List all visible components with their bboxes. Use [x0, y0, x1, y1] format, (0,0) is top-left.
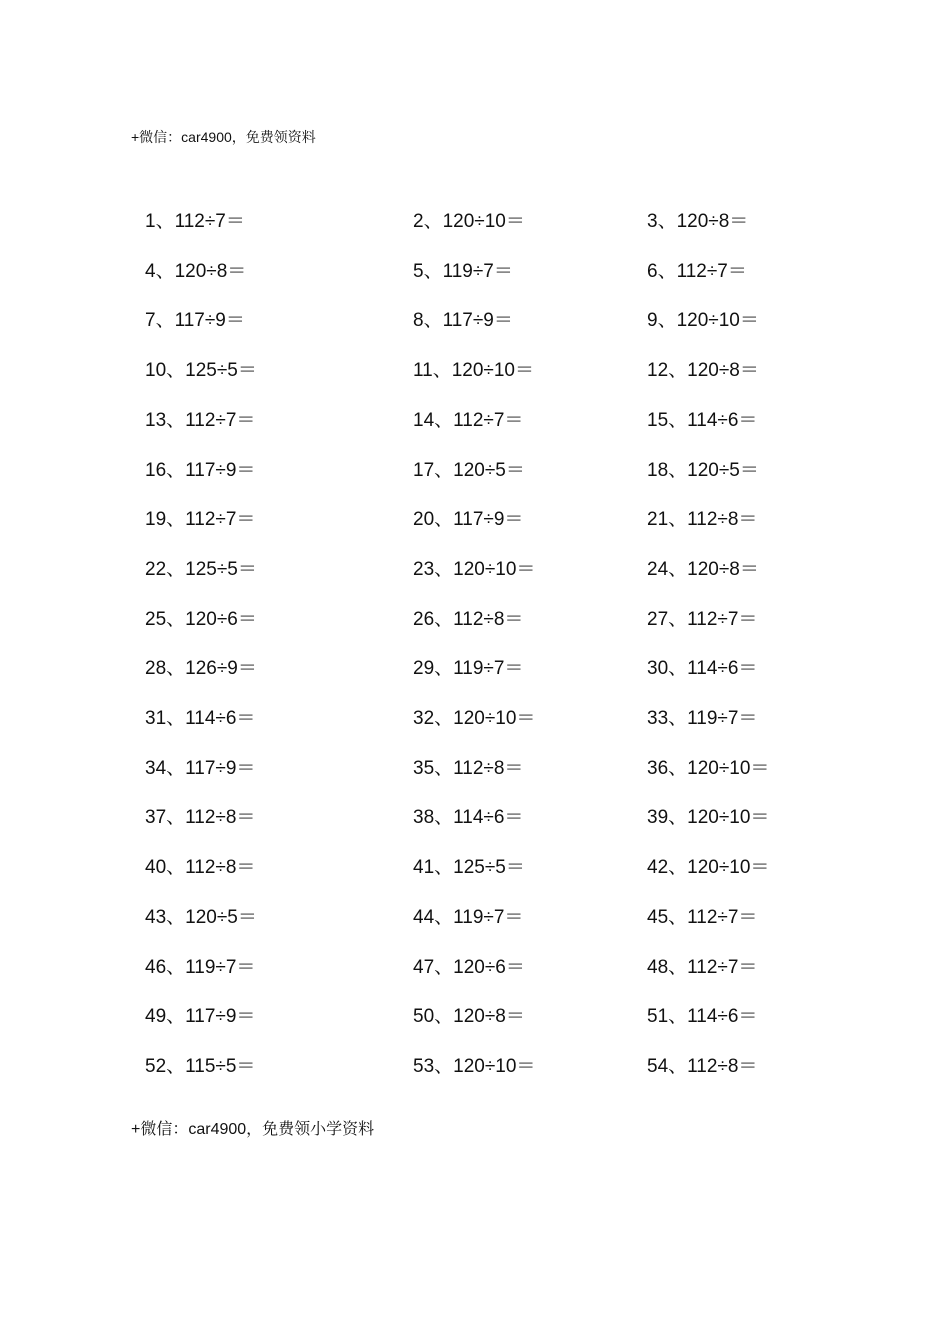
- problem-item: 23、120÷10＝: [413, 558, 536, 580]
- problem-item: 22、125÷5＝: [145, 558, 257, 580]
- problem-item: 21、112÷8＝: [647, 509, 758, 531]
- problem-item: 52、115÷5＝: [145, 1055, 256, 1077]
- problem-item: 54、112÷8＝: [647, 1055, 758, 1077]
- problem-item: 11、120÷10＝: [413, 360, 534, 382]
- problem-item: 44、119÷7＝: [413, 906, 524, 928]
- problem-item: 2、120÷10＝: [413, 211, 525, 232]
- problem-item: 37、112÷8＝: [145, 807, 256, 829]
- problem-item: 9、120÷10＝: [647, 310, 759, 332]
- problem-item: 36、120÷10＝: [647, 757, 770, 779]
- problem-item: 18、120÷5＝: [647, 459, 759, 481]
- problem-item: 12、120÷8＝: [647, 360, 759, 382]
- problem-item: 48、112÷7＝: [647, 956, 758, 978]
- problem-item: 32、120÷10＝: [413, 708, 536, 729]
- problem-item: 42、120÷10＝: [647, 857, 770, 879]
- problem-item: 46、119÷7＝: [145, 956, 256, 978]
- problem-item: 25、120÷6＝: [145, 608, 257, 630]
- problem-item: 13、112÷7＝: [145, 409, 256, 431]
- problem-item: 19、112÷7＝: [145, 509, 256, 531]
- problem-item: 26、112÷8＝: [413, 608, 524, 630]
- problem-item: 41、125÷5＝: [413, 857, 525, 879]
- problem-item: 47、120÷6＝: [413, 956, 525, 978]
- problem-item: 45、112÷7＝: [647, 906, 758, 928]
- problem-item: 30、114÷6＝: [647, 658, 758, 680]
- problem-item: 24、120÷8＝: [647, 558, 759, 580]
- problem-item: 8、117÷9＝: [413, 310, 513, 332]
- problem-item: 10、125÷5＝: [145, 360, 257, 382]
- problem-item: 39、120÷10＝: [647, 807, 770, 829]
- problem-item: 38、114÷6＝: [413, 807, 524, 829]
- problem-item: 20、117÷9＝: [413, 509, 524, 531]
- footer-note: +微信：car4900，免费领小学资料: [131, 1121, 375, 1138]
- header-note: +微信：car4900，免费领资料: [131, 129, 316, 145]
- problem-item: 29、119÷7＝: [413, 658, 524, 680]
- problem-item: 53、120÷10＝: [413, 1055, 536, 1077]
- problem-item: 51、114÷6＝: [647, 1006, 758, 1028]
- problem-item: 27、112÷7＝: [647, 608, 758, 630]
- problem-item: 49、117÷9＝: [145, 1006, 256, 1028]
- problem-item: 34、117÷9＝: [145, 757, 256, 779]
- problem-item: 16、117÷9＝: [145, 459, 256, 481]
- problem-item: 43、120÷5＝: [145, 906, 257, 928]
- problem-item: 3、120÷8＝: [647, 211, 749, 232]
- problem-item: 7、117÷9＝: [145, 310, 245, 332]
- problem-item: 6、112÷7＝: [647, 260, 747, 282]
- problem-item: 50、120÷8＝: [413, 1006, 525, 1028]
- problem-item: 33、119÷7＝: [647, 708, 758, 729]
- problem-item: 28、126÷9＝: [145, 658, 257, 680]
- problem-item: 35、112÷8＝: [413, 757, 524, 779]
- problem-item: 1、112÷7＝: [145, 211, 245, 232]
- problem-item: 15、114÷6＝: [647, 409, 758, 431]
- problem-item: 40、112÷8＝: [145, 857, 256, 879]
- problem-item: 17、120÷5＝: [413, 459, 525, 481]
- problem-item: 14、112÷7＝: [413, 409, 524, 431]
- problem-item: 4、120÷8＝: [145, 260, 247, 282]
- problem-item: 5、119÷7＝: [413, 260, 513, 282]
- problem-item: 31、114÷6＝: [145, 708, 256, 729]
